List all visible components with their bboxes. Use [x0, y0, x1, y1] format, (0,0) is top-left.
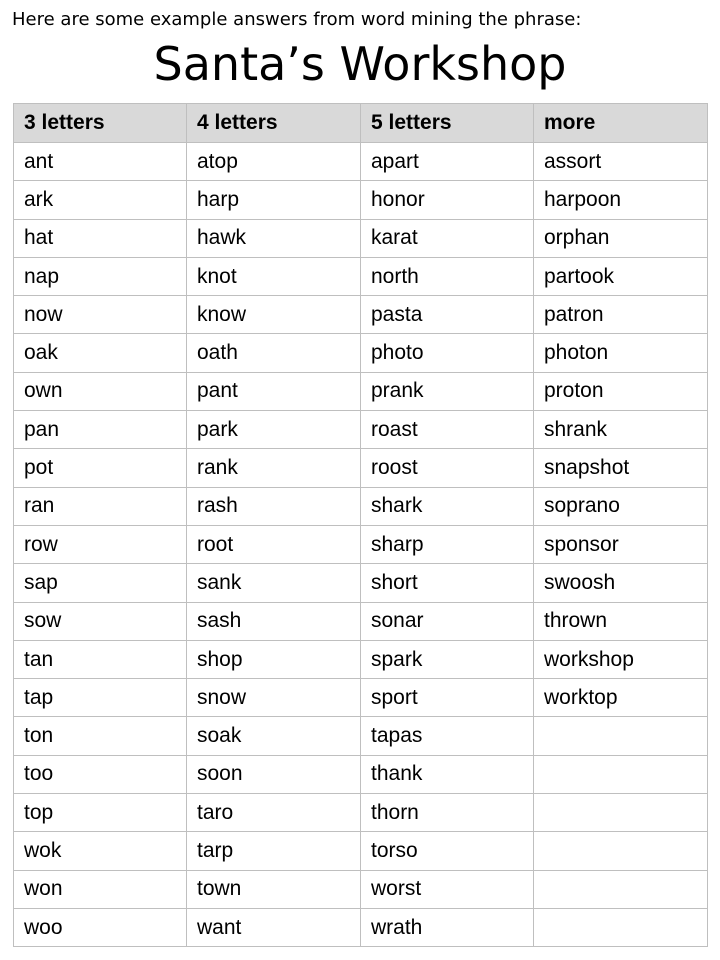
word-cell: sash [187, 602, 361, 640]
word-cell: torso [361, 832, 534, 870]
table-row [14, 679, 708, 717]
word-table [13, 103, 708, 947]
table-row [14, 181, 708, 219]
word-cell: honor [361, 181, 534, 219]
word-cell: worktop [534, 679, 708, 717]
word-cell: swoosh [534, 564, 708, 602]
word-cell: thrown [534, 602, 708, 640]
word-cell: karat [361, 219, 534, 257]
table-row [14, 334, 708, 372]
page-title: Santa’s Workshop [153, 37, 567, 91]
word-cell: worst [361, 870, 534, 908]
word-cell: shop [187, 640, 361, 678]
word-cell: rash [187, 487, 361, 525]
word-cell: hat [14, 219, 187, 257]
word-cell: root [187, 525, 361, 563]
word-cell: tan [14, 640, 187, 678]
word-cell [534, 870, 708, 908]
table-row [14, 411, 708, 449]
word-cell: woo [14, 908, 187, 946]
word-cell: tapas [361, 717, 534, 755]
word-cell: pot [14, 449, 187, 487]
word-cell: tarp [187, 832, 361, 870]
word-cell: photo [361, 334, 534, 372]
word-cell: ton [14, 717, 187, 755]
word-cell: soak [187, 717, 361, 755]
table-row [14, 296, 708, 334]
word-cell: pan [14, 411, 187, 449]
table-row [14, 908, 708, 946]
word-cell: thank [361, 755, 534, 793]
word-cell: roast [361, 411, 534, 449]
table-row [14, 143, 708, 181]
word-cell: top [14, 794, 187, 832]
word-cell [534, 832, 708, 870]
word-cell [534, 794, 708, 832]
word-cell: snapshot [534, 449, 708, 487]
word-cell: knot [187, 257, 361, 295]
word-cell: proton [534, 372, 708, 410]
word-cell: shrank [534, 411, 708, 449]
word-cell: photon [534, 334, 708, 372]
word-cell: sank [187, 564, 361, 602]
table-row [14, 564, 708, 602]
word-cell: soon [187, 755, 361, 793]
word-cell: own [14, 372, 187, 410]
word-cell: short [361, 564, 534, 602]
table-row [14, 640, 708, 678]
word-cell: spark [361, 640, 534, 678]
word-cell: row [14, 525, 187, 563]
table-row [14, 449, 708, 487]
word-cell: apart [361, 143, 534, 181]
word-cell: oak [14, 334, 187, 372]
word-cell: oath [187, 334, 361, 372]
word-cell: wrath [361, 908, 534, 946]
word-cell: soprano [534, 487, 708, 525]
word-cell: taro [187, 794, 361, 832]
word-cell: want [187, 908, 361, 946]
word-cell: sharp [361, 525, 534, 563]
intro-text: Here are some example answers from word mining the phrase: [12, 9, 582, 30]
word-cell: pant [187, 372, 361, 410]
word-cell: partook [534, 257, 708, 295]
word-cell: wok [14, 832, 187, 870]
word-cell: tap [14, 679, 187, 717]
word-cell: ran [14, 487, 187, 525]
word-cell: too [14, 755, 187, 793]
word-cell: harpoon [534, 181, 708, 219]
table-body [14, 143, 708, 947]
word-cell: thorn [361, 794, 534, 832]
header-3-letters: 3 letters [14, 104, 187, 143]
table-row [14, 755, 708, 793]
word-cell: harp [187, 181, 361, 219]
header-5-letters: 5 letters [361, 104, 534, 143]
table-row [14, 602, 708, 640]
word-cell: sap [14, 564, 187, 602]
word-cell: rank [187, 449, 361, 487]
word-cell: orphan [534, 219, 708, 257]
header-row [14, 104, 708, 143]
word-cell: pasta [361, 296, 534, 334]
table-row [14, 372, 708, 410]
header-4-letters: 4 letters [187, 104, 361, 143]
word-cell: ant [14, 143, 187, 181]
word-cell: park [187, 411, 361, 449]
word-cell: won [14, 870, 187, 908]
word-cell: atop [187, 143, 361, 181]
word-cell: prank [361, 372, 534, 410]
word-cell: town [187, 870, 361, 908]
word-cell: now [14, 296, 187, 334]
word-cell: north [361, 257, 534, 295]
word-cell: nap [14, 257, 187, 295]
table-row [14, 487, 708, 525]
table-row [14, 870, 708, 908]
word-cell: sponsor [534, 525, 708, 563]
word-cell [534, 908, 708, 946]
word-cell: ark [14, 181, 187, 219]
word-cell: know [187, 296, 361, 334]
word-cell: sport [361, 679, 534, 717]
header-more: more [534, 104, 708, 143]
word-cell: sonar [361, 602, 534, 640]
word-cell: hawk [187, 219, 361, 257]
word-cell: assort [534, 143, 708, 181]
word-cell: snow [187, 679, 361, 717]
word-cell: roost [361, 449, 534, 487]
table-row [14, 794, 708, 832]
table-row [14, 219, 708, 257]
table-row [14, 257, 708, 295]
word-cell [534, 755, 708, 793]
word-cell: sow [14, 602, 187, 640]
word-cell: workshop [534, 640, 708, 678]
word-cell: shark [361, 487, 534, 525]
table-row [14, 717, 708, 755]
word-cell: patron [534, 296, 708, 334]
word-cell [534, 717, 708, 755]
table-row [14, 832, 708, 870]
table-row [14, 525, 708, 563]
